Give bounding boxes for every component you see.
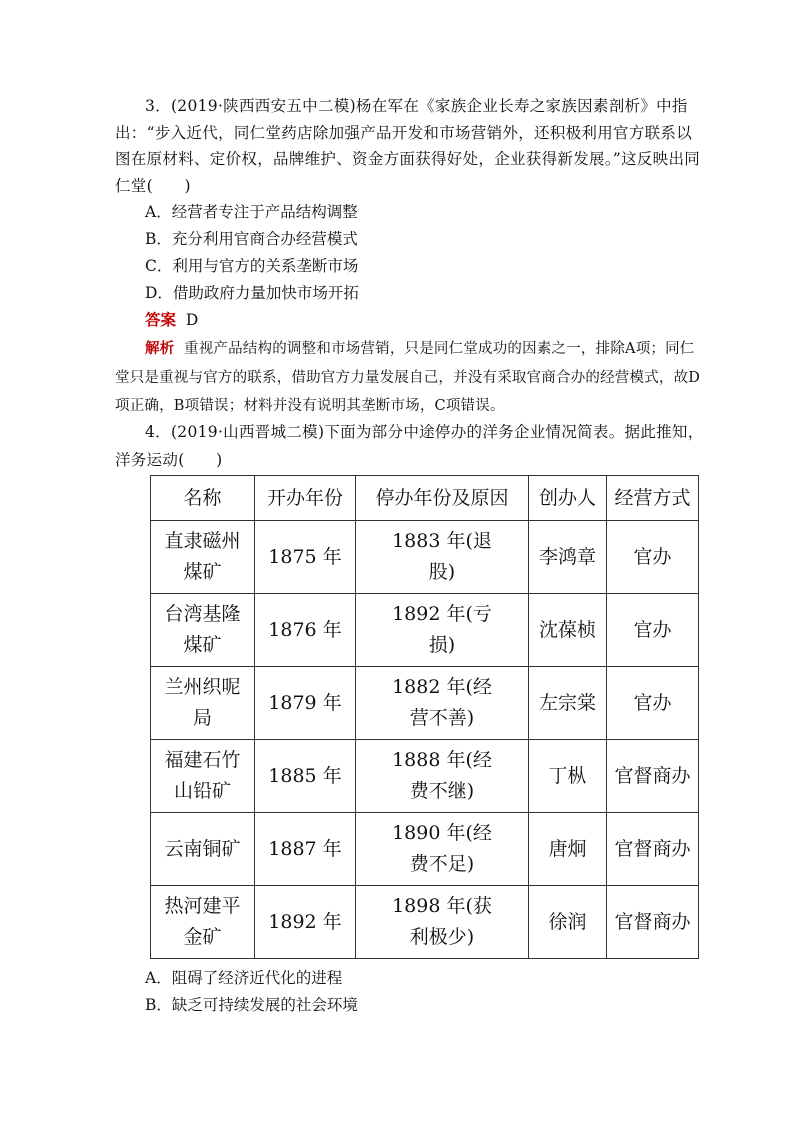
answer-label: 答案 xyxy=(145,311,177,329)
cell-name: 云南铜矿 xyxy=(151,813,255,886)
table-row xyxy=(151,594,699,667)
cell-stop-year-reason: 1890 年(经费不足) xyxy=(356,813,529,886)
cell-founder: 丁枞 xyxy=(529,740,607,813)
cell-name: 热河建平金矿 xyxy=(151,886,255,959)
question-3-stem: 3．(2019·陕西西安五中二模)杨在军在《家族企业长寿之家族因素剖析》中指出：“步入近代，同仁堂药店除加强产品开发和市场营销外，还积极利用官方联系以图在原材料、定价权，品牌维护、资金方面获得好处，企业获得新发展。”这反映出同仁堂( ) xyxy=(115,97,701,195)
table-row xyxy=(151,740,699,813)
cell-management-mode: 官督商办 xyxy=(607,886,699,959)
cell-management-mode: 官督商办 xyxy=(607,813,699,886)
cell-founder: 沈葆桢 xyxy=(529,594,607,667)
question-4-options xyxy=(145,965,358,1019)
question-4-option-a: A．阻碍了经济近代化的进程 xyxy=(145,969,343,987)
cell-management-mode: 官办 xyxy=(607,521,699,594)
cell-start-year: 1885 年 xyxy=(255,740,356,813)
cell-start-year: 1892 年 xyxy=(255,886,356,959)
cell-stop-year-reason: 1898 年(获利极少) xyxy=(356,886,529,959)
cell-founder: 李鸿章 xyxy=(529,521,607,594)
cell-start-year: 1875 年 xyxy=(255,521,356,594)
table-row xyxy=(151,813,699,886)
cell-name: 台湾基隆煤矿 xyxy=(151,594,255,667)
question-3-answer xyxy=(145,307,705,334)
cell-stop-year-reason: 1888 年(经费不继) xyxy=(356,740,529,813)
question-3-option-b: B．充分利用官商合办经营模式 xyxy=(145,230,358,248)
table-body xyxy=(151,521,699,959)
analysis-label: 解析 xyxy=(145,341,175,357)
header-stop-year-reason: 停办年份及原因 xyxy=(356,476,529,521)
cell-start-year: 1887 年 xyxy=(255,813,356,886)
table-row xyxy=(151,521,699,594)
cell-name: 福建石竹山铅矿 xyxy=(151,740,255,813)
cell-founder: 徐润 xyxy=(529,886,607,959)
cell-stop-year-reason: 1883 年(退股) xyxy=(356,521,529,594)
table-header-row xyxy=(151,476,699,521)
cell-management-mode: 官办 xyxy=(607,594,699,667)
cell-founder: 唐炯 xyxy=(529,813,607,886)
question-3-option-c: C．利用与官方的关系垄断市场 xyxy=(145,257,359,275)
cell-name: 直隶磁州煤矿 xyxy=(151,521,255,594)
question-4-stem: 4．(2019·山西晋城二模)下面为部分中途停办的洋务企业情况简表。据此推知，洋务运动( ) xyxy=(115,423,704,469)
answer-value: D xyxy=(185,311,199,329)
header-name: 名称 xyxy=(151,476,255,521)
question-3-option-a: A．经营者专注于产品结构调整 xyxy=(145,203,358,221)
header-management-mode: 经营方式 xyxy=(607,476,699,521)
cell-management-mode: 官办 xyxy=(607,667,699,740)
header-founder: 创办人 xyxy=(529,476,607,521)
cell-stop-year-reason: 1882 年(经营不善) xyxy=(356,667,529,740)
cell-stop-year-reason: 1892 年(亏损) xyxy=(356,594,529,667)
question-3-option-d: D．借助政府力量加快市场开拓 xyxy=(145,284,359,302)
cell-founder: 左宗棠 xyxy=(529,667,607,740)
header-start-year: 开办年份 xyxy=(255,476,356,521)
table-row xyxy=(151,667,699,740)
cell-name: 兰州织呢局 xyxy=(151,667,255,740)
enterprise-table xyxy=(150,475,699,959)
cell-start-year: 1879 年 xyxy=(255,667,356,740)
table-row xyxy=(151,886,699,959)
question-3-analysis xyxy=(115,335,705,421)
cell-start-year: 1876 年 xyxy=(255,594,356,667)
question-4-option-b: B．缺乏可持续发展的社会环境 xyxy=(145,996,358,1014)
analysis-text: 重视产品结构的调整和市场营销，只是同仁堂成功的因素之一，排除A项；同仁堂只是重视与官方的联系，借助官方力量发展自己，并没有采取官商合办的经营模式，故D项正确，B项错误；材料并没有说明其垄断市场，C项错误。 xyxy=(115,341,701,414)
question-3 xyxy=(115,93,705,334)
cell-management-mode: 官督商办 xyxy=(607,740,699,813)
